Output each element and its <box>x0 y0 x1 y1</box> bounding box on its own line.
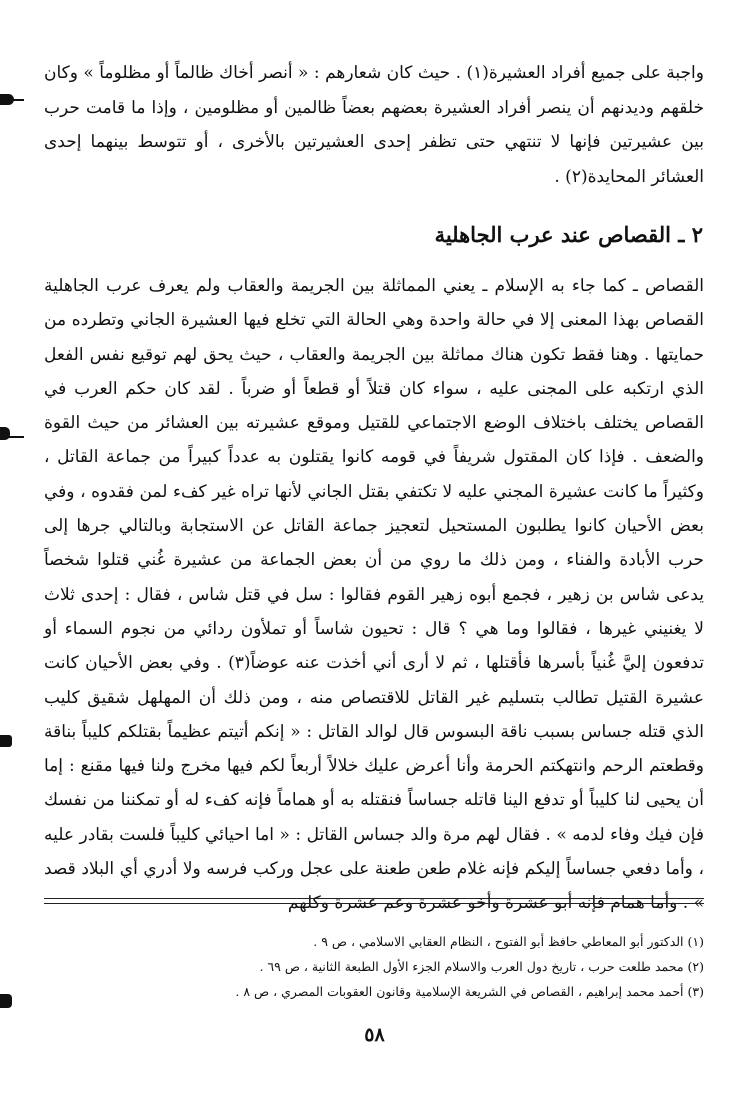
intro-paragraph: واجبة على جميع أفراد العشيرة(١) . حيث كان شعارهم : « أنصر أخاك ظالماً أو مظلوماً » وكان خلقهم وديدنهم أن ينصر أفراد العشيرة بعضهم بعضاً ظالمين أو مظلومين ، وإذا ما قامت حرب بين عشيرتين فإنها لا تنتهي حتى تظفر إحدى العشيرتين بالأخرى ، أو تتوسط بينهما إحدى العشائر المحايدة(٢) . <box>44 63 704 187</box>
scan-margin-mark <box>10 99 24 101</box>
scan-margin-mark <box>8 436 24 438</box>
footnote-2: (٢) محمد طلعت حرب ، تاريخ دول العرب والاسلام الجزء الأول الطبعة الثانية ، ص ٦٩ . <box>259 959 704 974</box>
scan-margin-mark <box>0 427 10 440</box>
scan-margin-mark <box>0 735 12 747</box>
section-heading: ٢ ـ القصاص عند عرب الجاهلية <box>434 222 703 247</box>
scan-margin-mark <box>0 994 12 1008</box>
footnotes <box>120 929 704 1004</box>
footnote-1: (١) الدكتور أبو المعاطي حافظ أبو الفتوح ، النظام العقابي الاسلامي ، ص ٩ . <box>313 934 704 949</box>
body-paragraph: القصاص ـ كما جاء به الإسلام ـ يعني المماثلة بين الجريمة والعقاب ولم يعرف عرب الجاهلية القصاص بهذا المعنى إلا في حالة واحدة وهي الحالة التي تخلع فيها العشيرة الجاني وتطرده من حمايتها . وهنا فقط تكون هناك مماثلة بين الجريمة والعقاب ، حيث يحق لهم توقيع نفس الفعل الذي ارتكبه على المجنى عليه ، سواء كان قتلاً أو قطعاً أو ضرباً . لقد كان حكم العرب في القصاص يختلف باختلاف الوضع الاجتماعي للقتيل وموقع عشيرته بين العشائر من حيث القوة والضعف . فإذا كان المقتول شريفاً في قومه كانوا يقتلون به عدداً كبيراً من جماعة القاتل ، وكثيراً ما كانت عشيرة المجني عليه لا تكتفي بقتل الجاني لأنها تراه غير كفء لمن فقدوه ، وفي بعض الأحيان كانوا يطلبون المستحيل لتعجيز جماعة القاتل عن الاستجابة وبالتالي جرها إلى حرب الأبادة والفناء ، ومن ذلك ما روي من أن بعض الجماعة من عشيرة غُني قتلوا شخصاً يدعى شاس بن زهير ، فجمع أبوه زهير القوم فقالوا : سل في قتل شاس ، فقال : إحدى ثلاث لا يغنيني غيرها ، فقالوا وما هي ؟ قال : تحيون شاساً أو تملأون ردائي من نجوم السماء أو تدفعون إليَّ غُنياً بأسرها فأقتلها ، ثم لا أرى أني أخذت عنه عوضاً(٣) . وفي بعض الأحيان كانت عشيرة القتيل تطالب بتسليم غير القاتل للاقتصاص منه ، ومن ذلك أن المهلهل شقيق كليب الذي قتله جساس بسبب ناقة البسوس قال لوالد القاتل : « إنكم أتيتم عظيماً بقتلكم كليباً بناقة وقطعتم الرحم وانتهكتم الحرمة وأنا أعرض عليك خلالاً أربعاً لكم فيها مخرج ولنا فيها مقنع : إما أن يحيى لنا كليباً أو تدفع الينا قاتله جساساً فنقتله به أو هماماً فإنه كفء له أو تمكننا من نفسك فإن فيك وفاء لدمه » . فقال لهم مرة والد جساس القاتل : « اما احيائي كليباً فلست بقادر عليه ، وأما دفعي جساساً إليكم فإنه غلام طعن طعنة على عجل وركب فرسه ولا أدري أي البلاد قصد » . وأما همام فإنه أبو عشرة وأخو عشرة وعم عشرة وكلهم <box>44 276 704 914</box>
footnote-divider-bottom <box>44 903 704 904</box>
footnote-divider-top <box>44 898 704 899</box>
footnote-3: (٣) أحمد محمد إبراهيم ، القصاص في الشريعة الإسلامية وقانون العقوبات المصري ، ص ٨ . <box>235 984 704 999</box>
page-number: ٥٨ <box>364 1024 385 1046</box>
